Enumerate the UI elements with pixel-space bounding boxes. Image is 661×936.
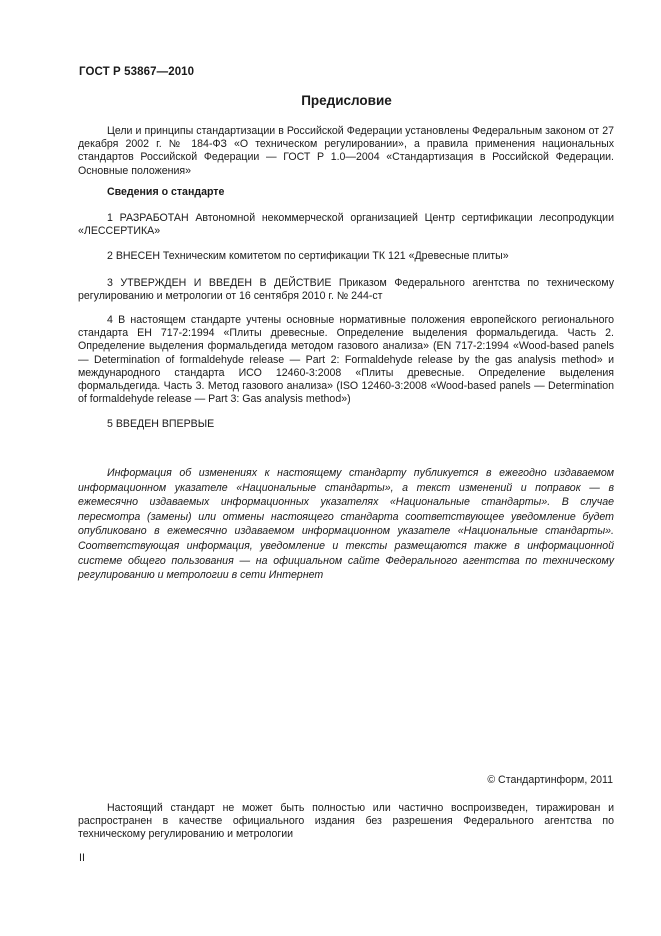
list-item-4: 4 В настоящем стандарте учтены основные нормативные положения европейского регионального стандарта ЕН 717-2:1994 «Плиты древесные. Определение выделения формальдегида. Часть 2. Определение выделения формальдегида методом газового анализа» (EN 717-2:1994 «Wood-based panels — Determination of formaldehyde release — Part 2: Formaldehyde release by the gas analysis method» и международного стандарта ИСО 12460-3:2008 «Плиты древесные. Определение выделения формальдегида. Часть 3. Метод газового анализа» (ISO 12460-3:2008 «Wood-based panels — Determination of formaldehyde release — Part 3: Gas analysis method») xyxy=(78,314,614,406)
copyright-line: © Стандартинформ, 2011 xyxy=(487,774,613,786)
list-item-1: 1 РАЗРАБОТАН Автономной некоммерческой организацией Центр сертификации лесопродукции «ЛЕССЕРТИКА» xyxy=(78,212,614,238)
reproduction-notice: Настоящий стандарт не может быть полностью или частично воспроизведен, тиражирован и распространен в качестве официального издания без разрешения Федерального агентства по техническому регулированию и метрологии xyxy=(78,802,614,841)
page-title: Предисловие xyxy=(301,93,392,108)
intro-paragraph: Цели и принципы стандартизации в Российской Федерации установлены Федеральным законом от 27 декабря 2002 г. № 184-ФЗ «О техническом регулировании», а правила применения национальных стандартов Российской Федерации — ГОСТ Р 1.0—2004 «Стандартизация в Российской Федерации. Основные положения» xyxy=(78,125,614,177)
list-item-2: 2 ВНЕСЕН Техническим комитетом по сертификации ТК 121 «Древесные плиты» xyxy=(107,250,509,262)
info-notice: Информация об изменениях к настоящему стандарту публикуется в ежегодно издаваемом информационном указателе «Национальные стандарты», а текст изменений и поправок — в ежемесячно издаваемых информационных указателях «Национальные стандарты». В случае пересмотра (замены) или отмены настоящего стандарта соответствующее уведомление будет опубликовано в ежемесячно издаваемом информационном указателе «Национальные стандарты». Соответствующая информация, уведомление и тексты размещаются также в информационной системе общего пользования — на официальном сайте Федерального агентства по техническому регулированию и метрологии в сети Интернет xyxy=(78,467,614,582)
section-heading: Сведения о стандарте xyxy=(107,186,225,198)
page-number: II xyxy=(79,852,85,864)
document-code: ГОСТ Р 53867—2010 xyxy=(79,66,195,78)
list-item-3: 3 УТВЕРЖДЕН И ВВЕДЕН В ДЕЙСТВИЕ Приказом Федерального агентства по техническому регулированию и метрологии от 16 сентября 2010 г. № 244-ст xyxy=(78,277,614,303)
list-item-5: 5 ВВЕДЕН ВПЕРВЫЕ xyxy=(107,418,215,430)
